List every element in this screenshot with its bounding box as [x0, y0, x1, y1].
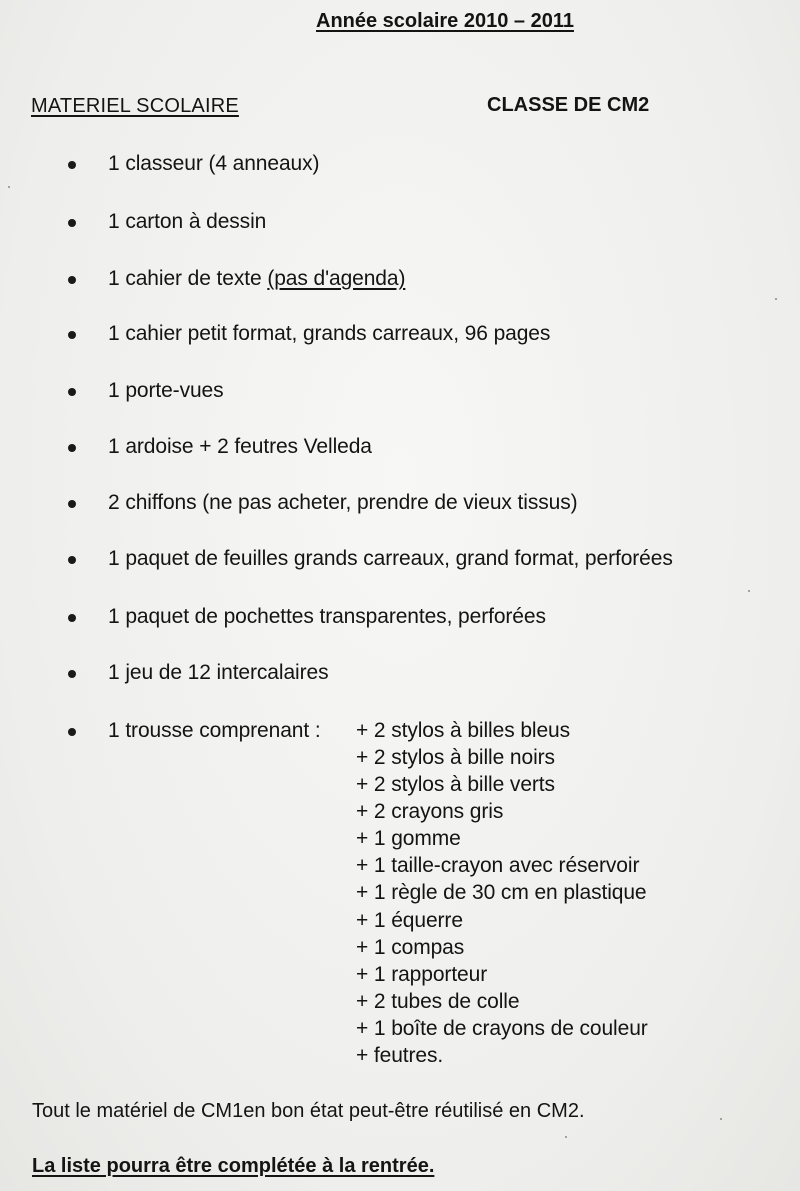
scan-speck — [8, 186, 10, 188]
bullet-icon — [68, 670, 76, 678]
trousse-item: + 2 stylos à bille verts — [356, 773, 555, 796]
bullet-icon — [68, 444, 76, 452]
list-item-text: 1 paquet de pochettes transparentes, perforées — [108, 605, 546, 628]
trousse-item: + 1 rapporteur — [356, 963, 488, 986]
trousse-item: + 2 stylos à billes bleus — [356, 719, 571, 742]
list-item-text: 1 carton à dessin — [108, 210, 267, 233]
trousse-item: + 1 gomme — [356, 827, 461, 850]
list-item-text-underlined: (pas d'agenda) — [267, 267, 406, 290]
school-year-title: Année scolaire 2010 – 2011 — [316, 10, 574, 32]
trousse-item: + 1 taille-crayon avec réservoir — [356, 854, 640, 877]
list-item — [0, 379, 800, 407]
scan-speck — [775, 298, 777, 300]
trousse-item: + 1 boîte de crayons de couleur — [356, 1017, 648, 1040]
bullet-icon — [68, 728, 76, 736]
list-item — [0, 210, 800, 238]
list-item — [0, 661, 800, 689]
bullet-icon — [68, 276, 76, 284]
list-item-text: 1 porte-vues — [108, 379, 224, 402]
trousse-item: + 1 règle de 30 cm en plastique — [356, 881, 647, 904]
list-item-text: 2 chiffons (ne pas acheter, prendre de vieux tissus) — [108, 491, 578, 514]
bullet-icon — [68, 500, 76, 508]
materiel-heading: MATERIEL SCOLAIRE — [31, 95, 239, 117]
bullet-icon — [68, 161, 76, 169]
list-item-text: 1 jeu de 12 intercalaires — [108, 661, 329, 684]
list-item-text-main: 1 cahier de texte — [108, 267, 268, 290]
list-item-text: 1 classeur (4 anneaux) — [108, 152, 320, 175]
bullet-icon — [68, 388, 76, 396]
list-item — [0, 435, 800, 463]
completion-note: La liste pourra être complétée à la rentrée. — [32, 1155, 435, 1177]
list-item — [0, 605, 800, 633]
list-item — [0, 322, 800, 350]
scan-speck — [748, 590, 750, 592]
bullet-icon — [68, 614, 76, 622]
trousse-item: + 1 compas — [356, 936, 465, 959]
trousse-item: + 2 crayons gris — [356, 800, 504, 823]
trousse-item: + 2 tubes de colle — [356, 990, 520, 1013]
bullet-icon — [68, 331, 76, 339]
trousse-item: + 1 équerre — [356, 909, 463, 932]
list-item-text: 1 ardoise + 2 feutres Velleda — [108, 435, 372, 458]
list-item — [0, 547, 800, 575]
scan-speck — [720, 1118, 722, 1120]
list-item — [0, 152, 800, 180]
scan-speck — [565, 1136, 567, 1138]
bullet-icon — [68, 556, 76, 564]
list-item-text: 1 cahier petit format, grands carreaux, 96 pages — [108, 322, 551, 345]
list-item-text: 1 trousse comprenant : — [108, 719, 321, 742]
reuse-note: Tout le matériel de CM1en bon état peut-être réutilisé en CM2. — [32, 1100, 585, 1122]
list-item — [0, 491, 800, 519]
class-heading: CLASSE DE CM2 — [487, 94, 650, 116]
trousse-item: + feutres. — [356, 1044, 444, 1067]
list-item-text: 1 paquet de feuilles grands carreaux, grand format, perforées — [108, 547, 673, 570]
bullet-icon — [68, 219, 76, 227]
trousse-item: + 2 stylos à bille noirs — [356, 746, 555, 769]
list-item — [0, 267, 800, 295]
list-item-text — [108, 267, 405, 291]
